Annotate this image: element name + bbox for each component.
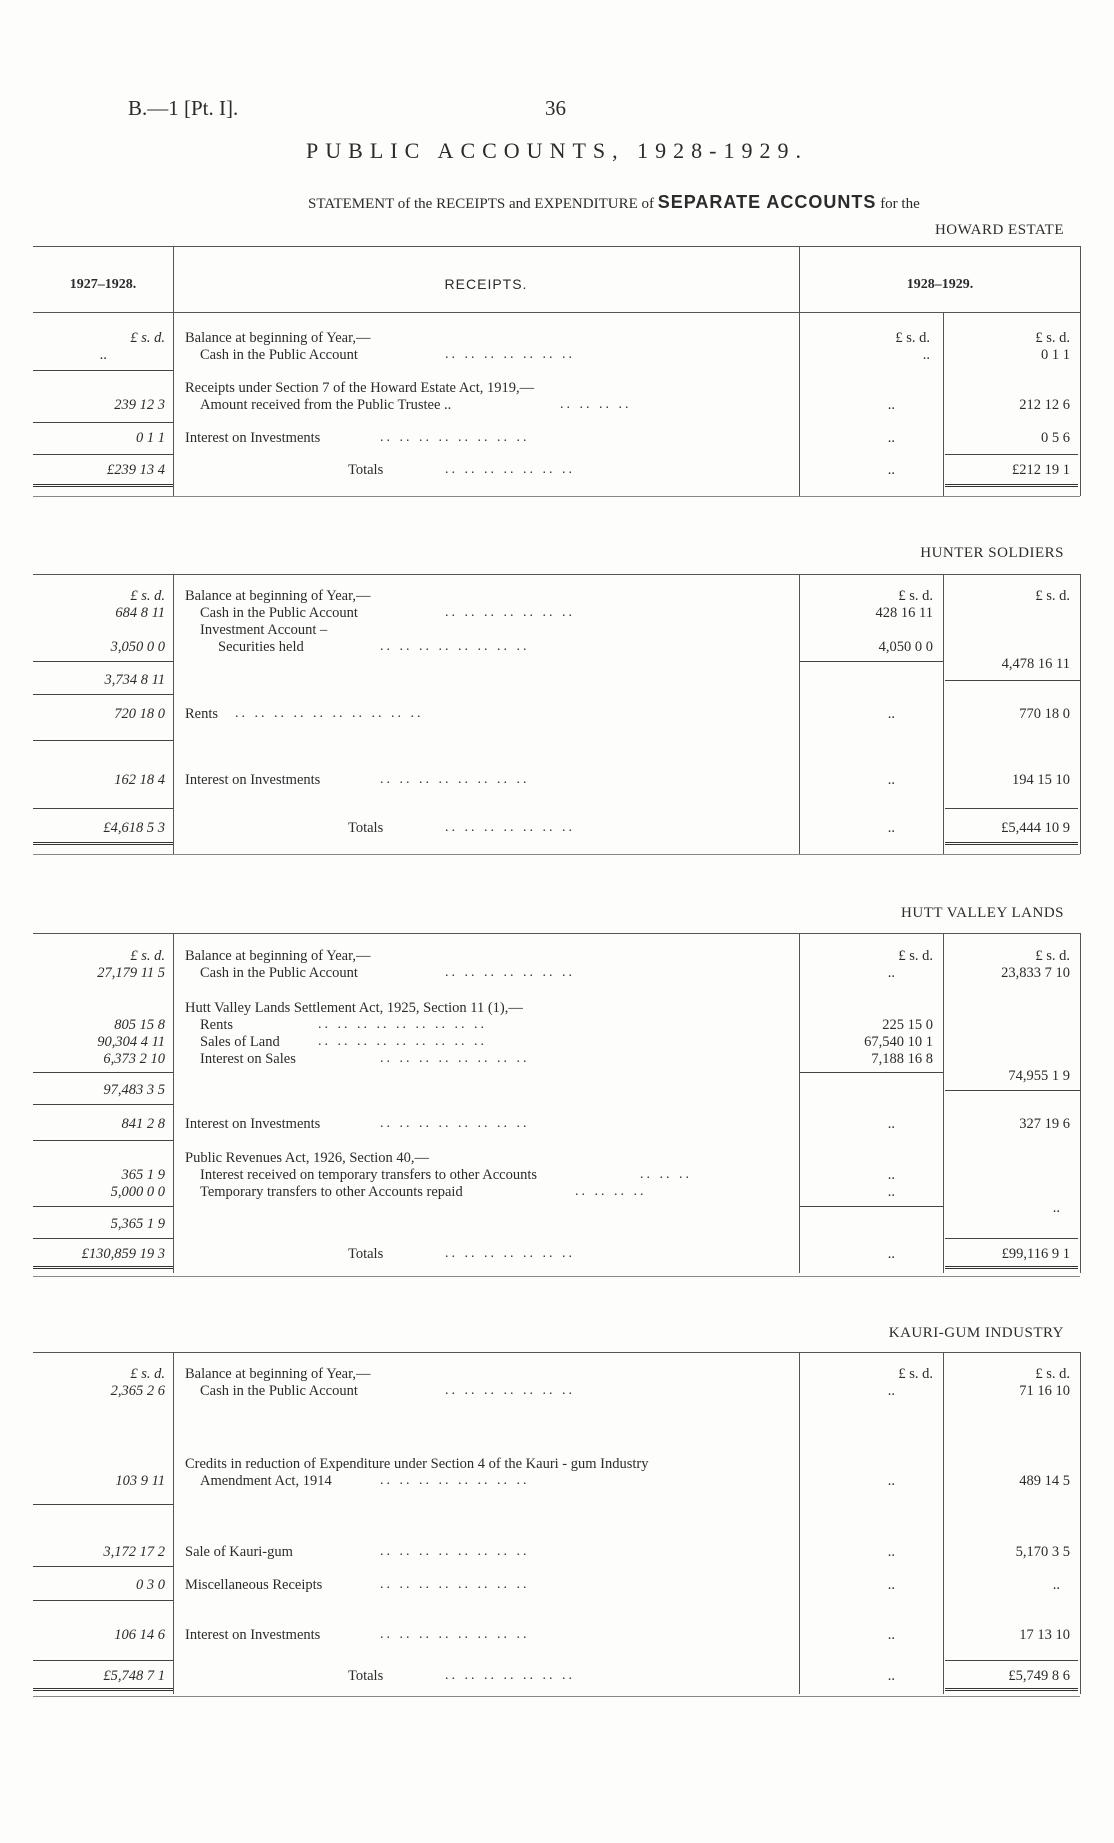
column-header-receipts: RECEIPTS. <box>444 276 528 292</box>
sub-value: .. <box>887 1184 895 1200</box>
rule <box>33 574 1080 575</box>
total-value: .. <box>1052 1200 1060 1216</box>
grand-total: £99,116 9 1 <box>1001 1246 1070 1262</box>
sub-value: .. <box>887 1627 895 1643</box>
rule <box>33 808 173 809</box>
rule <box>33 370 173 371</box>
sub-value: .. <box>887 1473 895 1489</box>
prev-value: 0 3 0 <box>136 1577 165 1593</box>
total-value: 5,170 3 5 <box>1015 1544 1070 1560</box>
sub-value: .. <box>887 397 895 413</box>
sub-value: .. <box>887 706 895 722</box>
leader-dots: .. .. .. .. .. .. .. .. <box>380 772 530 787</box>
total-value: 4,478 16 11 <box>1001 656 1070 672</box>
receipts-sub-label: Amount received from the Public Trustee .. <box>200 397 452 413</box>
column-header-1927: 1927–1928. <box>69 277 137 292</box>
sub-value: .. <box>887 772 895 788</box>
rule <box>33 1600 173 1601</box>
leader-dots: .. .. .. .. .. .. .. .. <box>380 1051 530 1066</box>
credits-sub-label: Amendment Act, 1914 <box>200 1473 332 1489</box>
temporary-transfers-label: Temporary transfers to other Accounts repaid <box>200 1184 463 1200</box>
column-divider <box>1080 246 1081 496</box>
leader-dots: .. .. .. .. .. .. .. <box>445 965 575 980</box>
section-title-hunter: HUNTER SOLDIERS <box>920 545 1064 561</box>
rule <box>33 933 1080 934</box>
leader-dots: .. .. .. .. .. .. .. <box>445 347 575 362</box>
totals-label: Totals <box>348 1246 384 1262</box>
rule <box>33 246 1080 247</box>
leader-dots: .. .. .. .. .. .. .. .. <box>380 1577 530 1592</box>
sub-value: .. <box>887 1116 895 1132</box>
prev-value: 106 14 6 <box>114 1627 165 1643</box>
double-rule <box>33 1688 173 1691</box>
rule <box>945 808 1078 809</box>
rule <box>33 740 173 741</box>
investment-label: Investment Account – <box>200 622 328 638</box>
section-title-hutt: HUTT VALLEY LANDS <box>901 905 1064 921</box>
rents-label: Rents <box>185 706 219 722</box>
total-value: 23,833 7 10 <box>1001 965 1070 981</box>
column-divider <box>943 574 944 854</box>
lsd-header: £ s. d. <box>898 588 933 604</box>
double-rule <box>945 1266 1078 1269</box>
interest-label: Interest on Investments <box>185 430 321 446</box>
securities-label: Securities held <box>218 639 304 655</box>
lsd-header: £ s. d. <box>1035 948 1070 964</box>
prev-value: 103 9 11 <box>115 1473 165 1489</box>
rule <box>33 1072 173 1073</box>
lsd-header: £ s. d. <box>1035 330 1070 346</box>
rule <box>33 1352 1080 1353</box>
total-value: 194 15 10 <box>1012 772 1070 788</box>
balance-label: Balance at beginning of Year,— <box>185 948 371 964</box>
column-divider <box>1080 574 1081 854</box>
leader-dots: .. .. .. .. .. .. .. <box>445 1383 575 1398</box>
double-rule <box>33 484 173 487</box>
total-value: 327 19 6 <box>1019 1116 1070 1132</box>
prev-value: 90,304 4 11 <box>97 1034 165 1050</box>
sub-value: 428 16 11 <box>875 605 933 621</box>
prev-value: 6,373 2 10 <box>103 1051 165 1067</box>
act-label: Hutt Valley Lands Settlement Act, 1925, Section 11 (1),— <box>185 1000 523 1016</box>
total-value: 0 1 1 <box>1041 347 1070 363</box>
sub-value: .. <box>887 430 895 446</box>
interest-label: Interest on Investments <box>185 1627 321 1643</box>
prev-value: 841 2 8 <box>121 1116 165 1132</box>
rule <box>33 422 173 423</box>
column-divider <box>799 574 800 854</box>
rule <box>33 454 173 455</box>
lsd-header: £ s. d. <box>898 1366 933 1382</box>
totals-label: Totals <box>348 462 384 478</box>
total-value: 489 14 5 <box>1019 1473 1070 1489</box>
double-rule <box>945 1688 1078 1691</box>
balance-label: Balance at beginning of Year,— <box>185 330 371 346</box>
prev-subtotal: 3,734 8 11 <box>104 672 165 688</box>
rule <box>945 1238 1078 1239</box>
page-title: PUBLIC ACCOUNTS, 1928-1929. <box>306 138 808 163</box>
grand-total: £212 19 1 <box>1012 462 1070 478</box>
total-value: 212 12 6 <box>1019 397 1070 413</box>
column-divider <box>173 1352 174 1694</box>
total-value: 74,955 1 9 <box>1008 1068 1070 1084</box>
column-divider <box>943 1352 944 1694</box>
grand-total: £5,749 8 6 <box>1008 1668 1070 1684</box>
public-revenues-label: Public Revenues Act, 1926, Section 40,— <box>185 1150 430 1166</box>
leader-dots: .. .. .. .. .. .. .. .. .. .. <box>235 706 424 721</box>
rule <box>945 454 1078 455</box>
rule <box>33 694 173 695</box>
cash-label: Cash in the Public Account <box>200 1383 358 1399</box>
total-value: 71 16 10 <box>1019 1383 1070 1399</box>
sale-label: Sale of Kauri-gum <box>185 1544 293 1560</box>
prev-value: 3,172 17 2 <box>103 1544 165 1560</box>
column-divider <box>799 933 800 1273</box>
interest-label: Interest on Investments <box>185 1116 321 1132</box>
lsd-header: £ s. d. <box>130 948 165 964</box>
rule <box>33 312 1080 313</box>
rule <box>800 1206 943 1207</box>
rule <box>33 1104 173 1105</box>
leader-dots: .. .. .. .. .. .. .. <box>445 1668 575 1683</box>
double-rule <box>33 1266 173 1269</box>
lsd-header: £ s. d. <box>1035 1366 1070 1382</box>
leader-dots: .. .. .. .. .. .. .. <box>445 605 575 620</box>
sub-value: .. <box>887 1668 895 1684</box>
leader-dots: .. .. .. .. .. .. .. .. .. <box>318 1034 487 1049</box>
interest-received-label: Interest received on temporary transfers to other Accounts <box>200 1167 537 1183</box>
section-title-kauri: KAURI-GUM INDUSTRY <box>888 1325 1064 1341</box>
double-rule <box>33 842 173 845</box>
rule <box>800 661 943 662</box>
sub-value: 67,540 10 1 <box>864 1034 933 1050</box>
rule <box>33 496 1080 497</box>
leader-dots: .. .. .. .. <box>575 1184 647 1199</box>
prev-value: 0 1 1 <box>136 430 165 446</box>
prev-value: .. <box>100 347 108 363</box>
prev-value: 3,050 0 0 <box>110 639 165 655</box>
prev-total: £4,618 5 3 <box>103 820 165 836</box>
column-divider <box>943 312 944 496</box>
receipts-label: Receipts under Section 7 of the Howard Estate Act, 1919,— <box>185 380 535 396</box>
page-number: 36 <box>545 96 566 120</box>
subtitle-part-b: SEPARATE ACCOUNTS <box>657 192 877 212</box>
sub-value: .. <box>887 462 895 478</box>
rule <box>945 1090 1080 1091</box>
sub-value: .. <box>887 1167 895 1183</box>
leader-dots: .. .. .. .. .. .. .. <box>445 462 575 477</box>
cash-label: Cash in the Public Account <box>200 347 358 363</box>
document-reference: B.—1 [Pt. I]. <box>128 96 239 120</box>
sub-value: .. <box>887 1577 895 1593</box>
rule <box>800 1072 943 1073</box>
rule <box>945 680 1080 681</box>
prev-value: 162 18 4 <box>114 772 165 788</box>
total-value: 17 13 10 <box>1019 1627 1070 1643</box>
rule <box>33 1206 173 1207</box>
lsd-header: £ s. d. <box>898 948 933 964</box>
misc-label: Miscellaneous Receipts <box>185 1577 323 1593</box>
subtitle-part-a: STATEMENT of the RECEIPTS and EXPENDITURE of <box>308 196 654 212</box>
rents-label: Rents <box>200 1017 234 1033</box>
lsd-header: £ s. d. <box>1035 588 1070 604</box>
sales-label: Sales of Land <box>200 1034 280 1050</box>
rule <box>33 1276 1080 1277</box>
totals-label: Totals <box>348 820 384 836</box>
rule <box>33 1504 173 1505</box>
balance-label: Balance at beginning of Year,— <box>185 1366 371 1382</box>
prev-value: 239 12 3 <box>114 397 165 413</box>
lsd-header: £ s. d. <box>130 1366 165 1382</box>
leader-dots: .. .. .. .. .. .. .. <box>445 820 575 835</box>
sub-value: 4,050 0 0 <box>878 639 933 655</box>
rule <box>33 1566 173 1567</box>
leader-dots: .. .. .. .. .. .. .. .. <box>380 1544 530 1559</box>
balance-label: Balance at beginning of Year,— <box>185 588 371 604</box>
lsd-header: £ s. d. <box>895 330 930 346</box>
prev-subtotal: 97,483 3 5 <box>103 1082 165 1098</box>
prev-value: 5,000 0 0 <box>110 1184 165 1200</box>
column-divider <box>173 574 174 854</box>
leader-dots: .. .. .. .. .. .. .. .. <box>380 1116 530 1131</box>
prev-value: 684 8 11 <box>115 605 165 621</box>
column-divider <box>799 1352 800 1694</box>
interest-label: Interest on Investments <box>185 772 321 788</box>
sub-value: .. <box>887 965 895 981</box>
column-divider <box>1080 933 1081 1273</box>
leader-dots: .. .. .. <box>640 1167 692 1182</box>
leader-dots: .. .. .. .. .. .. .. <box>445 1246 575 1261</box>
grand-total: £5,444 10 9 <box>1001 820 1070 836</box>
total-value: 770 18 0 <box>1019 706 1070 722</box>
interest-on-sales-label: Interest on Sales <box>200 1051 296 1067</box>
credits-label: Credits in reduction of Expenditure under Section 4 of the Kauri - gum Industry <box>185 1456 649 1472</box>
rule <box>33 661 173 662</box>
sub-value: .. <box>887 1544 895 1560</box>
prev-value: 27,179 11 5 <box>97 965 165 981</box>
cash-label: Cash in the Public Account <box>200 605 358 621</box>
prev-value: 2,365 2 6 <box>110 1383 165 1399</box>
rule <box>33 1696 1080 1697</box>
leader-dots: .. .. .. .. .. .. .. .. <box>380 639 530 654</box>
double-rule <box>945 484 1078 487</box>
column-header-1928: 1928–1929. <box>906 277 974 292</box>
rule <box>33 1660 173 1661</box>
lsd-header: £ s. d. <box>130 330 165 346</box>
rule <box>33 1238 173 1239</box>
prev-value: 365 1 9 <box>121 1167 165 1183</box>
totals-label: Totals <box>348 1668 384 1684</box>
sub-value: .. <box>887 820 895 836</box>
leader-dots: .. .. .. .. .. .. .. .. <box>380 430 530 445</box>
prev-total: £130,859 19 3 <box>81 1246 165 1262</box>
rule <box>33 854 1080 855</box>
section-title-howard: HOWARD ESTATE <box>934 222 1064 238</box>
lsd-header: £ s. d. <box>130 588 165 604</box>
sub-value: .. <box>922 347 930 363</box>
statement-subtitle <box>308 192 920 213</box>
prev-value: 720 18 0 <box>114 706 165 722</box>
column-divider <box>1080 1352 1081 1694</box>
sub-value: .. <box>887 1246 895 1262</box>
leader-dots: .. .. .. .. .. .. .. .. <box>380 1473 530 1488</box>
leader-dots: .. .. .. .. <box>560 397 632 412</box>
double-rule <box>945 842 1078 845</box>
subtitle-part-c: for the <box>880 196 920 212</box>
rule <box>33 1140 173 1141</box>
leader-dots: .. .. .. .. .. .. .. .. .. <box>318 1017 487 1032</box>
leader-dots: .. .. .. .. .. .. .. .. <box>380 1627 530 1642</box>
column-divider <box>173 933 174 1273</box>
sub-value: 225 15 0 <box>882 1017 933 1033</box>
total-value: 0 5 6 <box>1041 430 1070 446</box>
prev-total: £5,748 7 1 <box>103 1668 165 1684</box>
column-divider <box>943 933 944 1273</box>
cash-label: Cash in the Public Account <box>200 965 358 981</box>
sub-value: .. <box>887 1383 895 1399</box>
total-value: .. <box>1052 1577 1060 1593</box>
prev-value: 805 15 8 <box>114 1017 165 1033</box>
prev-total: £239 13 4 <box>107 462 165 478</box>
prev-subtotal: 5,365 1 9 <box>110 1216 165 1232</box>
sub-value: 7,188 16 8 <box>871 1051 933 1067</box>
rule <box>945 1660 1078 1661</box>
